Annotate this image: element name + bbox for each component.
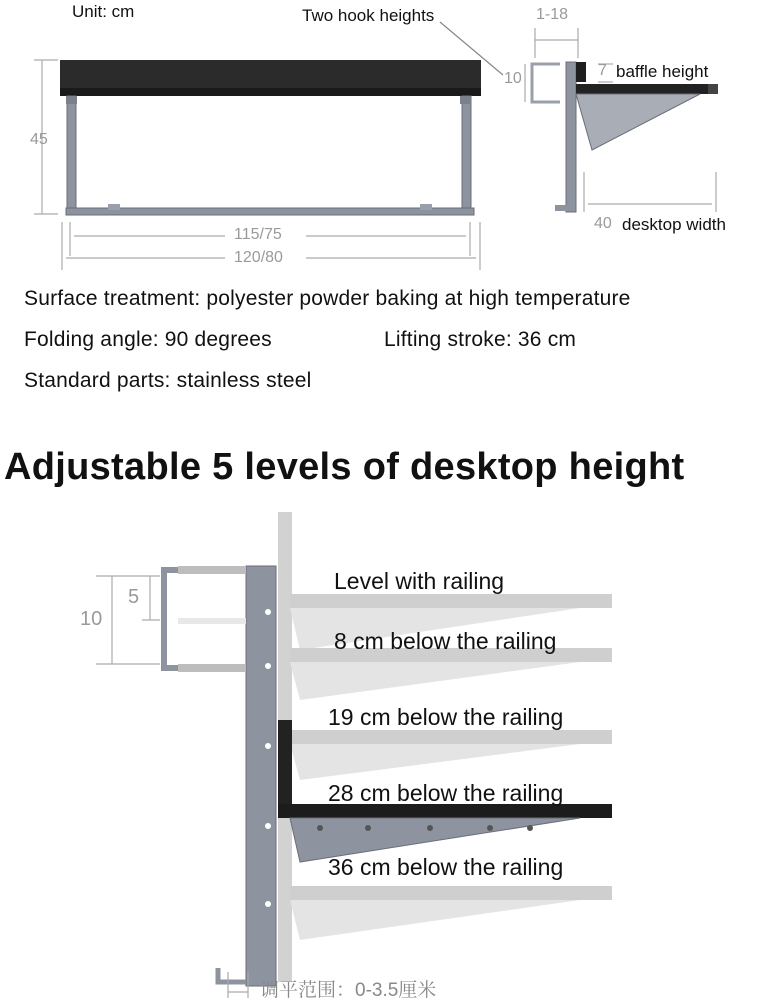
level-plate-5 xyxy=(290,886,612,940)
height-dimension: 45 xyxy=(30,131,48,148)
spec-folding: Folding angle: 90 degrees xyxy=(24,328,272,351)
level-label-1: Level with railing xyxy=(334,568,505,594)
level-label-4: 28 cm below the railing xyxy=(328,780,564,806)
gap-dimension: 1-18 xyxy=(536,6,569,23)
side-view-diagram xyxy=(525,28,718,212)
inner-width-dimension: 115/75 xyxy=(234,226,282,243)
page-headline: Adjustable 5 levels of desktop height xyxy=(4,446,685,488)
spec-parts: Standard parts: stainless steel xyxy=(24,369,312,392)
level-label-2: 8 cm below the railing xyxy=(334,628,557,654)
desk-dimension: 40 xyxy=(594,215,612,232)
hook-dimension: 10 xyxy=(504,70,522,87)
adjust-range-note: 调平范围：0-3.5厘米 xyxy=(260,980,437,1001)
spec-surface: Surface treatment: polyester powder baking at high temperature xyxy=(24,287,631,310)
level-plate-3 xyxy=(290,730,612,780)
hook-heights-label: Two hook heights xyxy=(302,6,435,25)
spec-lifting: Lifting stroke: 36 cm xyxy=(384,328,577,351)
unit-label: Unit: cm xyxy=(72,2,135,21)
level-label-3: 19 cm below the railing xyxy=(328,704,564,730)
level-plate-2 xyxy=(290,648,612,700)
baffle-dimension: 7 xyxy=(598,62,607,79)
level-label-5: 36 cm below the railing xyxy=(328,854,564,880)
desktop-width-label: desktop width xyxy=(622,215,726,234)
levels-outer-dimension: 10 xyxy=(80,608,103,630)
baffle-height-label: baffle height xyxy=(616,62,709,81)
outer-width-dimension: 120/80 xyxy=(234,249,283,266)
levels-inner-dimension: 5 xyxy=(128,586,140,608)
